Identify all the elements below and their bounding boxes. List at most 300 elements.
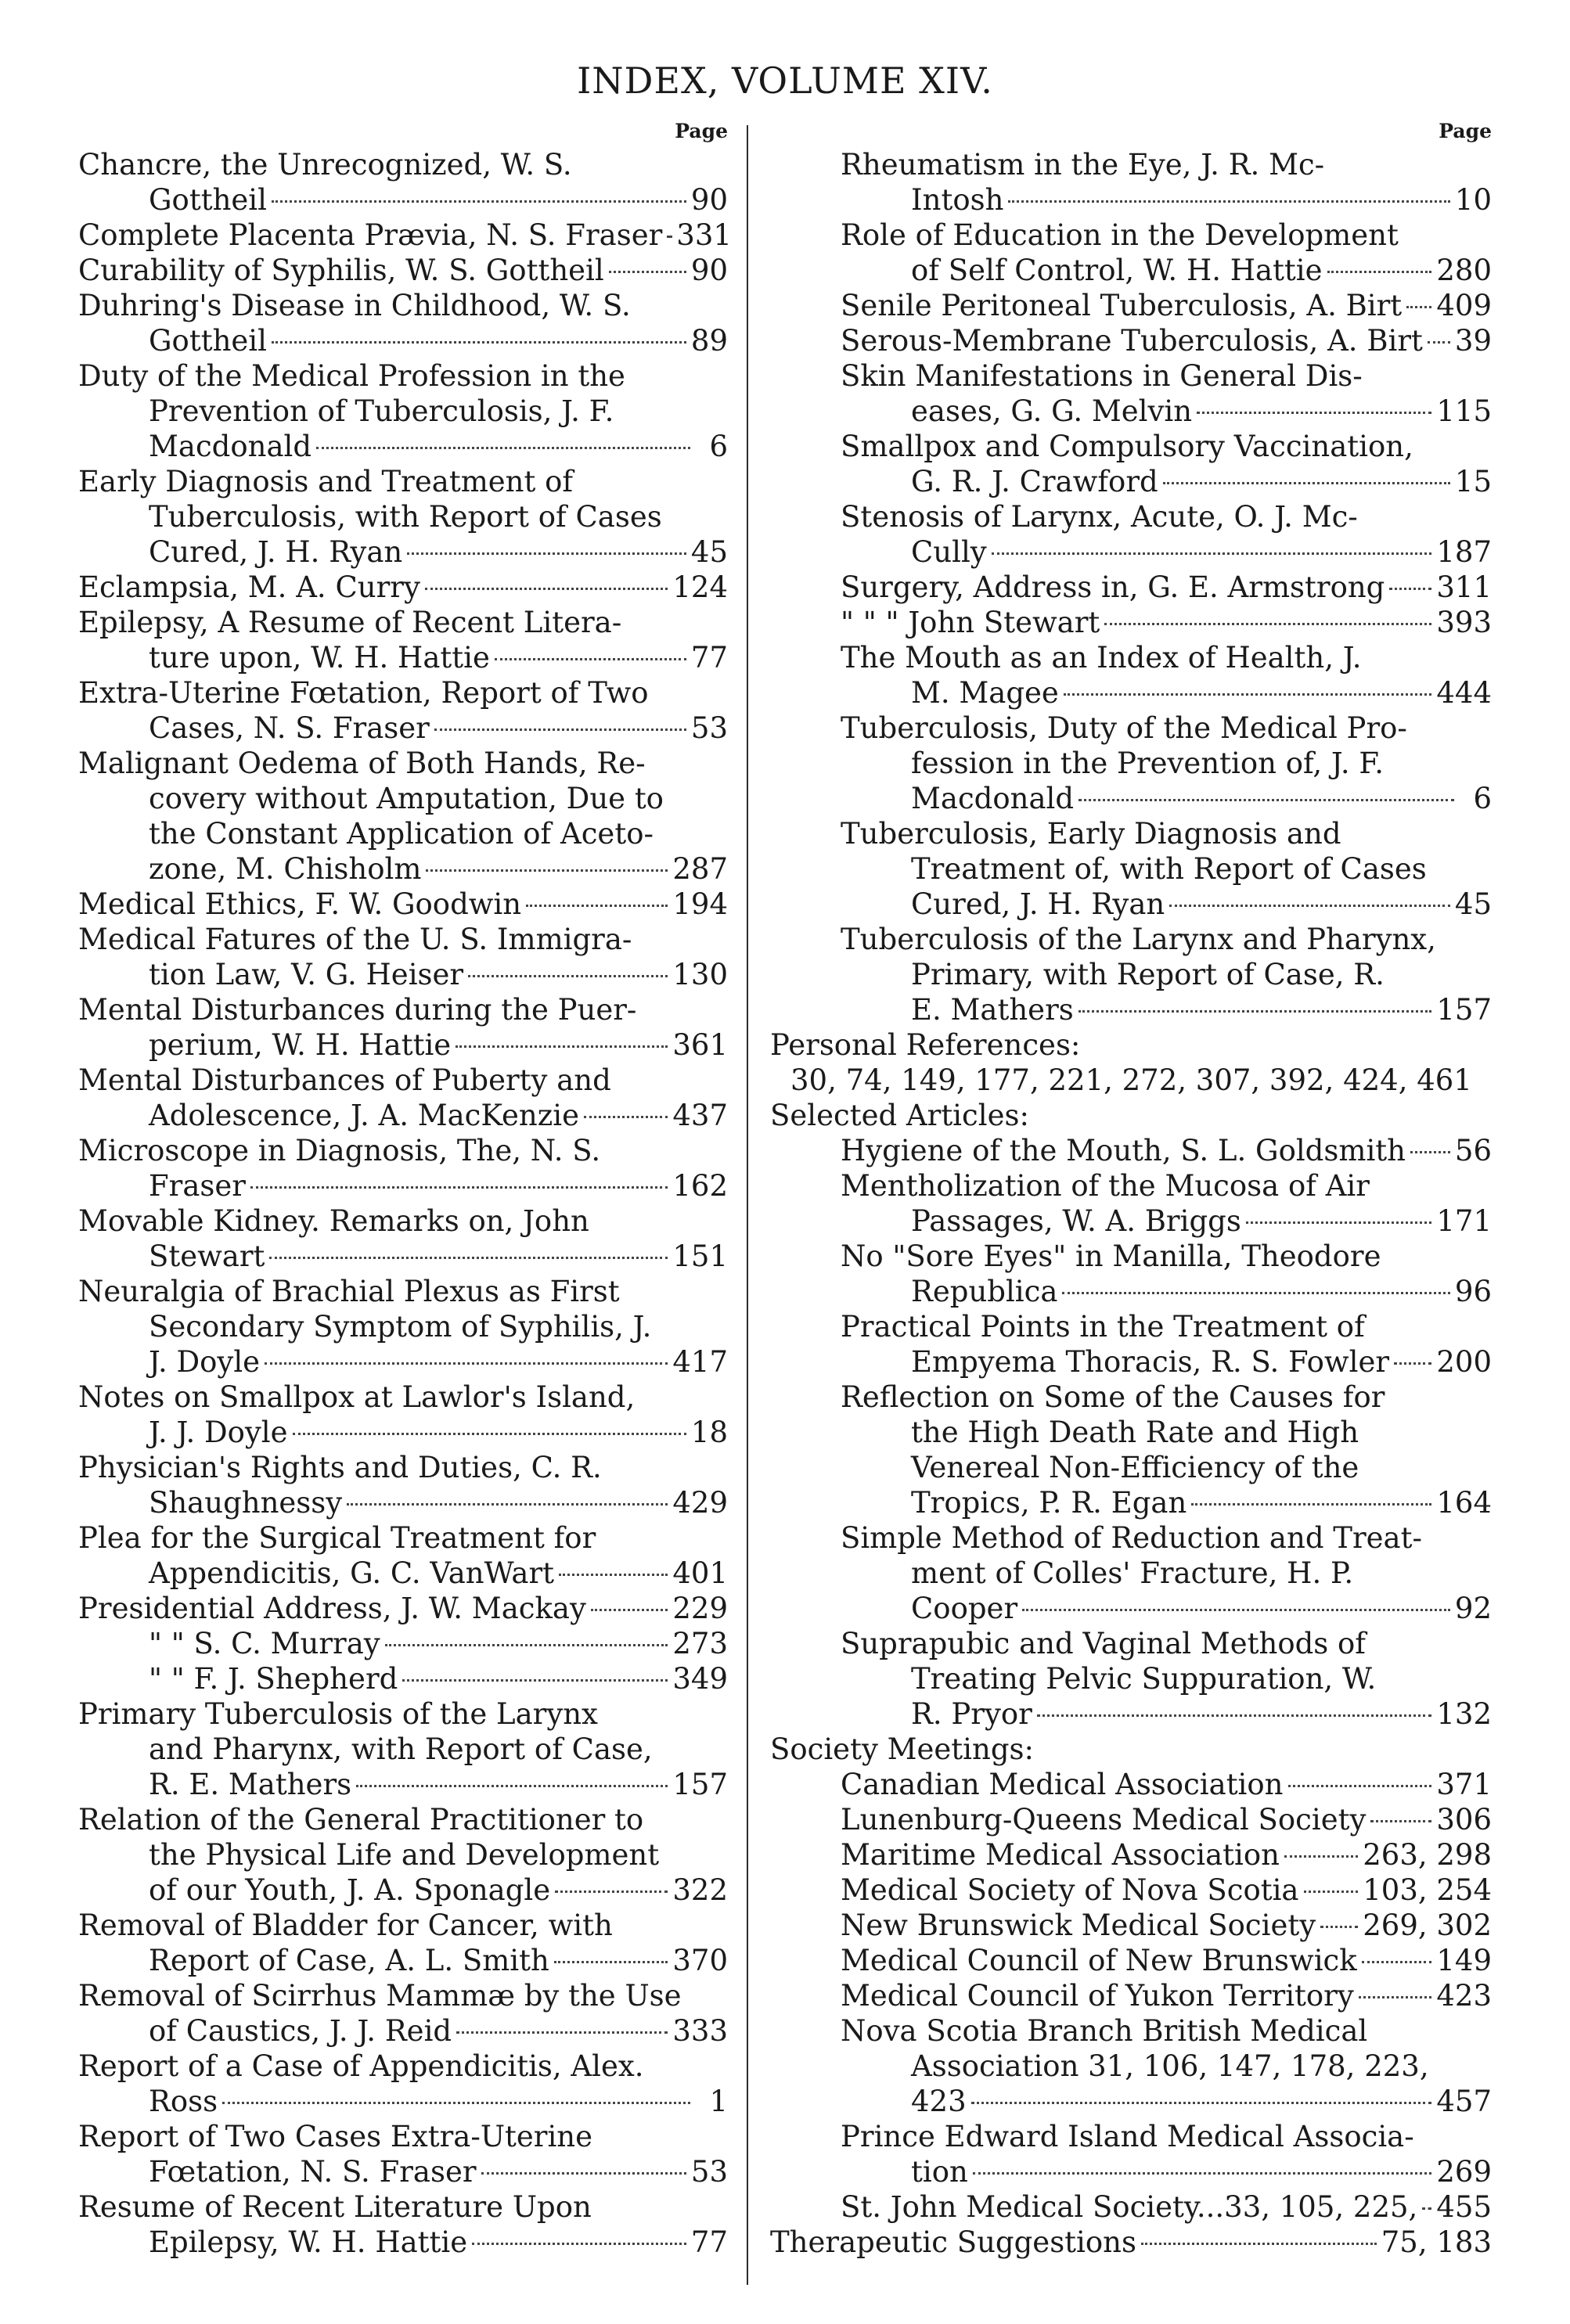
entry-text: Medical Society of Nova Scotia bbox=[841, 1873, 1299, 1907]
entry-text: Smallpox and Compulsory Vaccination, bbox=[841, 430, 1413, 463]
index-entry bbox=[78, 1661, 728, 1696]
dot-leader bbox=[992, 552, 1432, 555]
entry-page: 75, 183 bbox=[1381, 2225, 1492, 2259]
dot-leader bbox=[434, 728, 686, 731]
entry-text: Primary, with Report of Case, R. bbox=[911, 958, 1385, 991]
index-entry bbox=[770, 1802, 1492, 1837]
dot-leader bbox=[1197, 412, 1431, 414]
entry-page: 130 bbox=[672, 958, 728, 991]
dot-leader bbox=[1359, 1996, 1432, 1998]
dot-leader bbox=[1288, 1785, 1432, 1787]
selected-articles-list bbox=[770, 1133, 1492, 1732]
entry-page: 423 bbox=[1436, 1979, 1492, 2013]
entry-text: Mental Disturbances of Puberty and bbox=[78, 1063, 611, 1097]
dot-leader bbox=[1163, 482, 1450, 484]
entry-text: covery without Amputation, Due to bbox=[149, 782, 664, 815]
entry-text: Cured, J. H. Ryan bbox=[911, 887, 1165, 921]
entry-text: the Physical Life and Development bbox=[149, 1838, 660, 1872]
index-entry bbox=[770, 1873, 1492, 1908]
dot-leader bbox=[559, 1574, 668, 1576]
entry-text: Plea for the Surgical Treatment for bbox=[78, 1521, 596, 1555]
index-entry bbox=[78, 2189, 728, 2260]
entry-page: 437 bbox=[672, 1099, 728, 1132]
index-entry bbox=[770, 1380, 1492, 1520]
dot-leader bbox=[250, 1186, 668, 1189]
index-entry bbox=[78, 1203, 728, 1274]
entry-text: Primary Tuberculosis of the Larynx bbox=[78, 1697, 598, 1731]
entry-text: Medical Fatures of the U. S. Immigra- bbox=[78, 923, 632, 956]
entry-text: Tuberculosis, Duty of the Medical Pro- bbox=[841, 711, 1407, 745]
entry-text: Duhring's Disease in Childhood, W. S. bbox=[78, 289, 631, 322]
entry-text: Cured, J. H. Ryan bbox=[149, 535, 403, 569]
index-entry bbox=[78, 464, 728, 570]
dot-leader bbox=[407, 552, 686, 555]
entry-text: Gottheil bbox=[149, 183, 267, 217]
index-entry bbox=[770, 1133, 1492, 1168]
dot-leader bbox=[1104, 623, 1431, 625]
dot-leader bbox=[293, 1433, 686, 1435]
dot-leader bbox=[1389, 588, 1431, 590]
entry-text: R. Pryor bbox=[911, 1697, 1032, 1731]
left-entry-list bbox=[78, 147, 732, 2260]
entry-text: tion bbox=[911, 2155, 968, 2189]
dot-leader bbox=[1008, 200, 1449, 203]
page-column-header: Page bbox=[1439, 120, 1492, 142]
entry-text: and Pharynx, with Report of Case, bbox=[149, 1732, 653, 1766]
index-entry bbox=[770, 1239, 1492, 1309]
entry-page: 361 bbox=[672, 1028, 728, 1062]
dot-leader bbox=[1422, 2207, 1431, 2210]
dot-leader bbox=[1078, 799, 1454, 801]
entry-text: Ross bbox=[149, 2085, 218, 2118]
index-entry bbox=[78, 1133, 728, 1203]
dot-leader bbox=[1370, 1820, 1431, 1822]
entry-page: 6 bbox=[709, 430, 728, 463]
index-entry bbox=[78, 675, 728, 746]
dot-leader bbox=[426, 869, 668, 872]
entry-page: 45 bbox=[1454, 887, 1492, 921]
entry-page: 371 bbox=[1436, 1768, 1492, 1801]
entry-text: Mental Disturbances during the Puer- bbox=[78, 993, 637, 1027]
entry-text: Therapeutic Suggestions bbox=[770, 2225, 1136, 2259]
entry-text: Tuberculosis, Early Diagnosis and bbox=[841, 817, 1341, 851]
entry-text: Skin Manifestations in General Dis- bbox=[841, 359, 1363, 393]
entry-text: Resume of Recent Literature Upon bbox=[78, 2190, 592, 2224]
index-entry bbox=[78, 887, 728, 922]
dot-leader bbox=[1410, 1151, 1450, 1153]
entry-page: 157 bbox=[1436, 993, 1492, 1027]
entry-page: 273 bbox=[672, 1627, 728, 1660]
entry-text: Treating Pelvic Suppuration, W. bbox=[911, 1662, 1377, 1696]
entry-text: Simple Method of Reduction and Treat- bbox=[841, 1521, 1422, 1555]
dot-leader bbox=[481, 2172, 686, 2175]
entry-text: Stewart bbox=[149, 1239, 265, 1273]
entry-text: Prevention of Tuberculosis, J. F. bbox=[149, 394, 614, 428]
index-entry bbox=[78, 746, 728, 887]
index-entry bbox=[770, 499, 1492, 570]
entry-text: Reflection on Some of the Causes for bbox=[841, 1380, 1385, 1414]
entry-text: Physician's Rights and Duties, C. R. bbox=[78, 1451, 602, 1484]
index-entry bbox=[770, 323, 1492, 358]
entry-text: Medical Council of Yukon Territory bbox=[841, 1979, 1354, 2013]
entry-text: Medical Council of New Brunswick bbox=[841, 1944, 1357, 1977]
dot-leader bbox=[555, 1890, 668, 1893]
index-entry bbox=[78, 1063, 728, 1133]
index-entry bbox=[78, 570, 728, 605]
entry-page: 15 bbox=[1454, 465, 1492, 498]
entry-text: tion Law, V. G. Heiser bbox=[149, 958, 464, 991]
entry-page: 409 bbox=[1436, 289, 1492, 322]
entry-text: Medical Ethics, F. W. Goodwin bbox=[78, 887, 522, 921]
index-entry bbox=[770, 1520, 1492, 1626]
entry-text: the Constant Application of Aceto- bbox=[149, 817, 654, 851]
dot-leader bbox=[526, 905, 668, 907]
column-divider bbox=[747, 125, 748, 2285]
dot-leader bbox=[609, 271, 686, 273]
entry-page: 455 bbox=[1436, 2190, 1492, 2224]
dot-leader bbox=[468, 975, 668, 977]
entry-page: 322 bbox=[672, 1873, 728, 1907]
entry-text: Prince Edward Island Medical Associa- bbox=[841, 2120, 1414, 2153]
dot-leader bbox=[1284, 1855, 1358, 1858]
entry-text: Suprapubic and Vaginal Methods of bbox=[841, 1627, 1367, 1660]
index-entry bbox=[78, 147, 728, 218]
entry-text: J. Doyle bbox=[149, 1345, 261, 1379]
index-entry bbox=[78, 922, 728, 992]
dot-leader bbox=[456, 1045, 668, 1048]
entry-text: Rheumatism in the Eye, J. R. Mc- bbox=[841, 148, 1325, 182]
entry-text: ment of Colles' Fracture, H. P. bbox=[911, 1556, 1354, 1590]
entry-text: Movable Kidney. Remarks on, John bbox=[78, 1204, 589, 1238]
index-entry bbox=[770, 1978, 1492, 2013]
entry-page: 229 bbox=[672, 1592, 728, 1625]
index-entry bbox=[770, 1626, 1492, 1732]
entry-text: Maritime Medical Association bbox=[841, 1838, 1280, 1872]
dot-leader bbox=[1169, 905, 1450, 907]
index-entry bbox=[770, 1943, 1492, 1978]
index-entry bbox=[78, 992, 728, 1063]
dot-leader bbox=[1406, 306, 1431, 308]
entry-text: Treatment of, with Report of Cases bbox=[911, 852, 1427, 886]
entry-text: Cooper bbox=[911, 1592, 1018, 1625]
entry-text: zone, M. Chisholm bbox=[149, 852, 422, 886]
entry-text: Senile Peritoneal Tuberculosis, A. Birt bbox=[841, 289, 1403, 322]
index-entry bbox=[78, 1591, 728, 1626]
entry-text: Epilepsy, A Resume of Recent Litera- bbox=[78, 606, 622, 639]
entry-text: Macdonald bbox=[149, 430, 312, 463]
entry-text: R. E. Mathers bbox=[149, 1768, 352, 1801]
index-entry bbox=[770, 429, 1492, 499]
dot-leader bbox=[591, 1609, 668, 1611]
entry-page: 10 bbox=[1454, 183, 1492, 217]
entry-text: Fœtation, N. S. Fraser bbox=[149, 2155, 477, 2189]
entry-text: Cully bbox=[911, 535, 987, 569]
entry-text: " " " John Stewart bbox=[841, 606, 1100, 639]
entry-text: Malignant Oedema of Both Hands, Re- bbox=[78, 746, 646, 780]
dot-leader bbox=[971, 2102, 1432, 2104]
entry-text: G. R. J. Crawford bbox=[911, 465, 1158, 498]
entry-text: Extra-Uterine Fœtation, Report of Two bbox=[78, 676, 649, 710]
entry-page: 331 bbox=[676, 218, 732, 252]
dot-leader bbox=[1394, 1362, 1431, 1365]
index-entry bbox=[78, 1380, 728, 1450]
entry-page: 171 bbox=[1436, 1204, 1492, 1238]
entry-page: 162 bbox=[672, 1169, 728, 1203]
entry-page: 6 bbox=[1473, 782, 1492, 815]
entry-page: 417 bbox=[672, 1345, 728, 1379]
entry-text: Surgery, Address in, G. E. Armstrong bbox=[841, 570, 1385, 604]
index-entry bbox=[78, 1274, 728, 1380]
index-entry bbox=[78, 288, 728, 358]
entry-page: 349 bbox=[672, 1662, 728, 1696]
entry-page: 401 bbox=[672, 1556, 728, 1590]
personal-references-pages: 30, 74, 149, 177, 221, 272, 307, 392, 424, 461 bbox=[790, 1063, 1472, 1097]
entry-text: of our Youth, J. A. Sponagle bbox=[149, 1873, 551, 1907]
dot-leader bbox=[356, 1785, 668, 1787]
entry-text: Lunenburg-Queens Medical Society bbox=[841, 1803, 1367, 1837]
dot-leader bbox=[269, 1257, 668, 1259]
right-column bbox=[770, 116, 1492, 2260]
entry-text: ture upon, W. H. Hattie bbox=[149, 641, 490, 675]
dot-leader bbox=[402, 1679, 668, 1682]
entry-page: 457 bbox=[1436, 2085, 1492, 2118]
entry-text: Canadian Medical Association bbox=[841, 1768, 1284, 1801]
entry-page: 200 bbox=[1436, 1345, 1492, 1379]
dot-leader bbox=[554, 1961, 668, 1963]
entry-text: fession in the Prevention of, J. F. bbox=[911, 746, 1385, 780]
entry-page: 90 bbox=[690, 254, 728, 287]
index-entry bbox=[78, 2049, 728, 2119]
entry-text: Stenosis of Larynx, Acute, O. J. Mc- bbox=[841, 500, 1358, 534]
index-entry bbox=[78, 1802, 728, 1908]
dot-leader bbox=[1062, 1292, 1450, 1294]
entry-text: Report of a Case of Appendicitis, Alex. bbox=[78, 2049, 644, 2083]
entry-text: Report of Case, A. L. Smith bbox=[149, 1944, 549, 1977]
dot-leader bbox=[272, 341, 686, 344]
entry-text: 423 bbox=[911, 2085, 967, 2118]
dot-leader bbox=[385, 1644, 668, 1646]
entry-text: Intosh bbox=[911, 183, 1004, 217]
entry-page: 370 bbox=[672, 1944, 728, 1977]
entry-page: 333 bbox=[672, 2014, 728, 2048]
entry-page: 96 bbox=[1454, 1275, 1492, 1308]
dot-leader bbox=[1327, 271, 1432, 273]
entry-text: Curability of Syphilis, W. S. Gottheil bbox=[78, 254, 604, 287]
dot-leader bbox=[973, 2172, 1432, 2175]
index-entry bbox=[770, 816, 1492, 922]
entry-text: J. J. Doyle bbox=[149, 1416, 288, 1449]
entry-text: Passages, W. A. Briggs bbox=[911, 1204, 1241, 1238]
entry-text: Removal of Bladder for Cancer, with bbox=[78, 1908, 613, 1942]
entry-text: Hygiene of the Mouth, S. L. Goldsmith bbox=[841, 1134, 1406, 1167]
index-entry bbox=[78, 2119, 728, 2189]
index-entry bbox=[770, 2225, 1492, 2260]
dot-leader bbox=[1320, 1926, 1358, 1928]
entry-page: 56 bbox=[1454, 1134, 1492, 1167]
index-entry bbox=[770, 147, 1492, 218]
entry-text: eases, G. G. Melvin bbox=[911, 394, 1193, 428]
entry-page: 269 bbox=[1436, 2155, 1492, 2189]
index-entry bbox=[78, 218, 732, 253]
dot-leader bbox=[1246, 1221, 1432, 1224]
entry-page: 164 bbox=[1436, 1486, 1492, 1520]
dot-leader bbox=[1428, 341, 1450, 344]
entry-text: Fraser bbox=[149, 1169, 246, 1203]
dot-leader bbox=[1022, 1609, 1450, 1611]
dot-leader bbox=[272, 200, 686, 203]
index-entry bbox=[78, 253, 728, 288]
entry-text: Notes on Smallpox at Lawlor's Island, bbox=[78, 1380, 636, 1414]
index-entry bbox=[78, 1908, 728, 1978]
dot-leader bbox=[1064, 693, 1432, 696]
entry-page: 53 bbox=[690, 2155, 728, 2189]
index-entry bbox=[770, 711, 1492, 816]
entry-page: 132 bbox=[1436, 1697, 1492, 1731]
entry-text: Tuberculosis of the Larynx and Pharynx, bbox=[841, 923, 1436, 956]
entry-text: Nova Scotia Branch British Medical bbox=[841, 2014, 1368, 2048]
entry-page: 77 bbox=[690, 641, 728, 675]
index-entry bbox=[770, 1309, 1492, 1380]
index-entry bbox=[770, 2119, 1492, 2189]
entry-text: of Caustics, J. J. Reid bbox=[149, 2014, 452, 2048]
entry-page: 151 bbox=[672, 1239, 728, 1273]
entry-text: St. John Medical Society...33, 105, 225, bbox=[841, 2190, 1418, 2224]
entry-page: 149 bbox=[1436, 1944, 1492, 1977]
entry-page: 311 bbox=[1436, 570, 1492, 604]
entry-page: 124 bbox=[672, 570, 728, 604]
entry-text: Tropics, P. R. Egan bbox=[911, 1486, 1187, 1520]
entry-page: 157 bbox=[672, 1768, 728, 1801]
page-column-header: Page bbox=[675, 120, 728, 142]
entry-text: Tuberculosis, with Report of Cases bbox=[149, 500, 662, 534]
right-entry-list bbox=[770, 147, 1492, 1027]
entry-page: 393 bbox=[1436, 606, 1492, 639]
society-meetings-heading: Society Meetings: bbox=[770, 1732, 1034, 1766]
entry-text: Serous-Membrane Tuberculosis, A. Birt bbox=[841, 324, 1423, 358]
entry-text: E. Mathers bbox=[911, 993, 1074, 1027]
dot-leader bbox=[456, 2031, 668, 2034]
entry-text: Duty of the Medical Profession in the bbox=[78, 359, 625, 393]
selected-articles-heading: Selected Articles: bbox=[770, 1099, 1029, 1132]
dot-leader bbox=[425, 588, 668, 590]
entry-text: Shaughnessy bbox=[149, 1486, 343, 1520]
index-entry bbox=[78, 358, 728, 464]
entry-text: Early Diagnosis and Treatment of bbox=[78, 465, 574, 498]
entry-page: 18 bbox=[690, 1416, 728, 1449]
dot-leader bbox=[495, 658, 686, 660]
entry-text: Relation of the General Practitioner to bbox=[78, 1803, 644, 1837]
index-entry bbox=[770, 358, 1492, 429]
entry-text: Role of Education in the Development bbox=[841, 218, 1399, 252]
entry-page: 92 bbox=[1454, 1592, 1492, 1625]
entry-text: Adolescence, J. A. MacKenzie bbox=[149, 1099, 579, 1132]
society-meetings-list bbox=[770, 1767, 1492, 2225]
entry-page: 53 bbox=[690, 711, 728, 745]
entry-text: Appendicitis, G. C. VanWart bbox=[149, 1556, 555, 1590]
entry-page: 103, 254 bbox=[1363, 1873, 1492, 1907]
dot-leader bbox=[316, 447, 690, 449]
left-column bbox=[78, 116, 732, 2260]
entry-text: M. Magee bbox=[911, 676, 1059, 710]
index-entry bbox=[770, 1908, 1492, 1943]
entry-page: 89 bbox=[690, 324, 728, 358]
index-entry bbox=[78, 1626, 728, 1661]
entry-page: 429 bbox=[672, 1486, 728, 1520]
dot-leader bbox=[472, 2243, 686, 2245]
entry-text: perium, W. H. Hattie bbox=[149, 1028, 452, 1062]
entry-text: Neuralgia of Brachial Plexus as First bbox=[78, 1275, 620, 1308]
entry-page: 39 bbox=[1454, 324, 1492, 358]
dot-leader bbox=[1191, 1503, 1431, 1506]
entry-text: Presidential Address, J. W. Mackay bbox=[78, 1592, 586, 1625]
entry-text: New Brunswick Medical Society bbox=[841, 1908, 1316, 1942]
entry-text: Cases, N. S. Fraser bbox=[149, 711, 430, 745]
index-entry bbox=[770, 2189, 1492, 2225]
index-entry bbox=[770, 1168, 1492, 1239]
entry-page: 90 bbox=[690, 183, 728, 217]
entry-text: Removal of Scirrhus Mammæ by the Use bbox=[78, 1979, 682, 2013]
index-entry bbox=[770, 570, 1492, 605]
entry-text: Empyema Thoracis, R. S. Fowler bbox=[911, 1345, 1390, 1379]
entry-text: Gottheil bbox=[149, 324, 267, 358]
entry-page: 444 bbox=[1436, 676, 1492, 710]
dot-leader bbox=[1304, 1890, 1359, 1893]
entry-text: Chancre, the Unrecognized, W. S. bbox=[78, 148, 572, 182]
dot-leader bbox=[1141, 2243, 1377, 2245]
entry-text: Report of Two Cases Extra-Uterine bbox=[78, 2120, 593, 2153]
entry-text: the High Death Rate and High bbox=[911, 1416, 1359, 1449]
dot-leader bbox=[222, 2102, 690, 2104]
index-entry bbox=[770, 2013, 1492, 2119]
index-entry bbox=[78, 1520, 728, 1591]
dot-leader bbox=[1362, 1961, 1432, 1963]
entry-text: Association 31, 106, 147, 178, 223, bbox=[911, 2049, 1429, 2083]
index-entry bbox=[78, 605, 728, 675]
index-entry bbox=[770, 922, 1492, 1027]
index-entry bbox=[78, 1450, 728, 1520]
entry-page: 1 bbox=[709, 2085, 728, 2118]
index-entry bbox=[770, 1837, 1492, 1873]
entry-text: Macdonald bbox=[911, 782, 1075, 815]
entry-page: 280 bbox=[1436, 254, 1492, 287]
index-entry bbox=[770, 640, 1492, 711]
entry-page: 263, 298 bbox=[1363, 1838, 1492, 1872]
dot-leader bbox=[347, 1503, 668, 1506]
entry-text: " " S. C. Murray bbox=[149, 1627, 380, 1660]
entry-page: 306 bbox=[1436, 1803, 1492, 1837]
personal-references-heading: Personal References: bbox=[770, 1028, 1081, 1062]
entry-text: Venereal Non-Efficiency of the bbox=[911, 1451, 1359, 1484]
entry-text: Secondary Symptom of Syphilis, J. bbox=[149, 1310, 652, 1344]
entry-text: Complete Placenta Prævia, N. S. Fraser bbox=[78, 218, 663, 252]
dot-leader bbox=[667, 236, 672, 238]
entry-text: No "Sore Eyes" in Manilla, Theodore bbox=[841, 1239, 1381, 1273]
entry-page: 287 bbox=[672, 852, 728, 886]
entry-text: Republica bbox=[911, 1275, 1058, 1308]
dot-leader bbox=[1078, 1010, 1432, 1013]
index-title: INDEX, VOLUME XIV. bbox=[577, 59, 993, 102]
index-entry bbox=[770, 218, 1492, 288]
entry-text: Practical Points in the Treatment of bbox=[841, 1310, 1365, 1344]
entry-page: 187 bbox=[1436, 535, 1492, 569]
index-entry bbox=[770, 288, 1492, 323]
entry-text: of Self Control, W. H. Hattie bbox=[911, 254, 1323, 287]
entry-text: Eclampsia, M. A. Curry bbox=[78, 570, 420, 604]
entry-page: 115 bbox=[1436, 394, 1492, 428]
entry-text: Mentholization of the Mucosa of Air bbox=[841, 1169, 1370, 1203]
entry-text: The Mouth as an Index of Health, J. bbox=[841, 641, 1362, 675]
index-entry bbox=[78, 1978, 728, 2049]
